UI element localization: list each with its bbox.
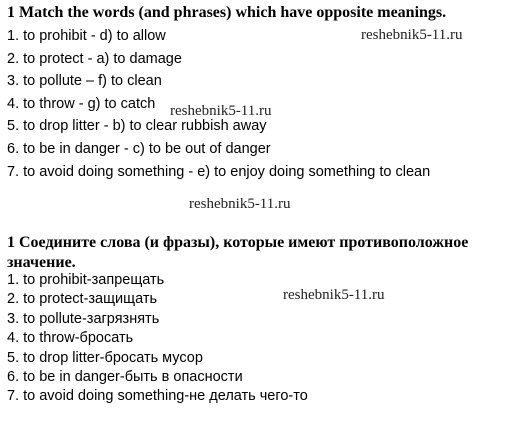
list-item: 3. to pollute-загрязнять: [7, 310, 160, 327]
list-item: 5. to drop litter-бросать мусор: [7, 349, 203, 366]
section-ru-heading: 1 Соедините слова (и фразы), которые имеют противоположное значение.: [7, 234, 469, 271]
list-item: 2. to protect-защищать: [7, 291, 158, 308]
list-item: 2. to protect - a) to damage: [7, 50, 182, 67]
list-item: 4. to throw - g) to catch: [7, 95, 156, 112]
list-item: 5. to drop litter - b) to clear rubbish away: [7, 118, 267, 135]
list-item: 3. to pollute – f) to clean: [7, 73, 162, 90]
list-item: 1. to prohibit - d) to allow: [7, 28, 166, 44]
watermark-1: reshebnik5-11.ru: [361, 27, 463, 43]
list-item: 6. to be in danger-быть в опасности: [7, 368, 243, 385]
list-item: 6. to be in danger - c) to be out of danger: [7, 140, 271, 157]
watermark-4: reshebnik5-11.ru: [283, 287, 385, 303]
section-en-heading: 1 Match the words (and phrases) which have opposite meanings.: [7, 4, 447, 21]
list-item: 7. to avoid doing something-не делать чего-то: [7, 388, 308, 405]
list-item: 7. to avoid doing something - e) to enjoy doing something to clean: [7, 163, 431, 180]
section-ru-list: [7, 271, 308, 407]
list-item: 1. to prohibit-запрещать: [7, 272, 165, 288]
watermark-3: reshebnik5-11.ru: [189, 196, 291, 212]
list-item: 4. to throw-бросать: [7, 330, 134, 347]
watermark-2: reshebnik5-11.ru: [170, 103, 272, 119]
